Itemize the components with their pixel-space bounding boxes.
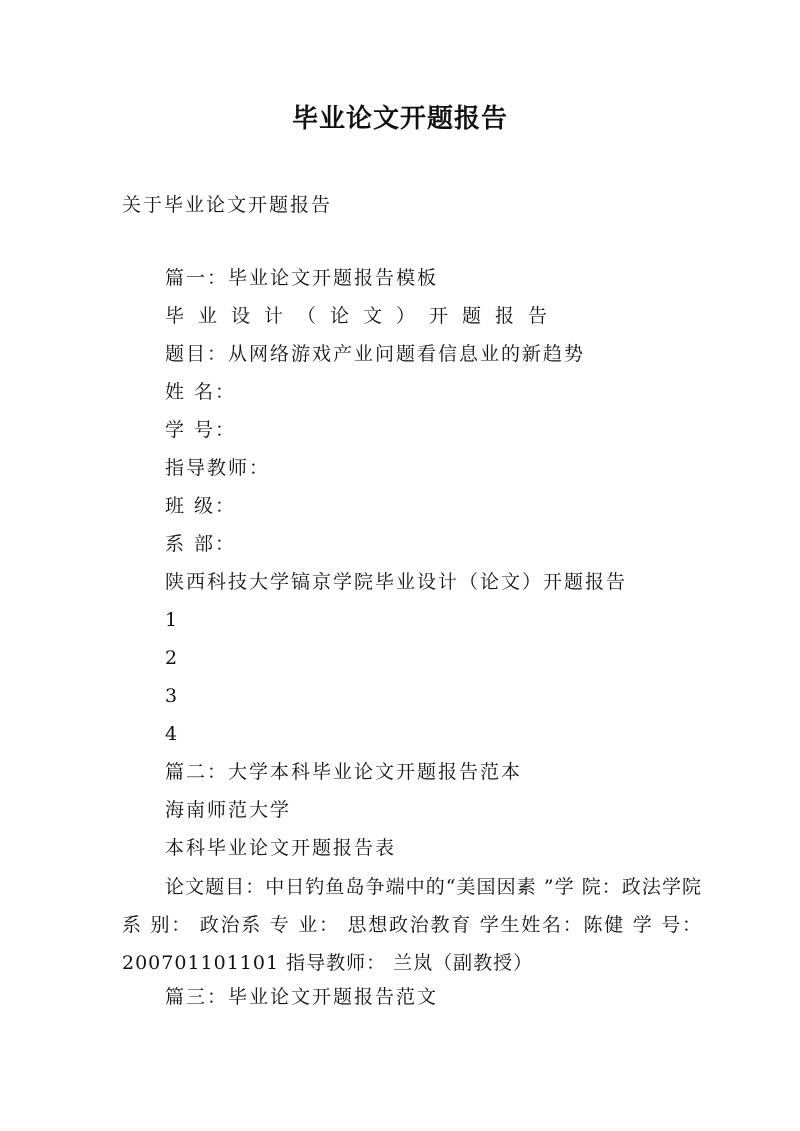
- section-heading-1: 篇一：毕业论文开题报告模板: [165, 267, 439, 289]
- department-label: 系 部：: [165, 533, 237, 555]
- advisor-label: 指导教师：: [165, 457, 271, 479]
- class-label: 班 级：: [165, 495, 237, 517]
- topic-line: 题目：从网络游戏产业问题看信息业的新趋势: [165, 343, 586, 365]
- number-line-1: 1: [165, 609, 180, 631]
- school-report-line: 陕西科技大学镐京学院毕业设计（论文）开题报告: [165, 571, 628, 593]
- number-line-2: 2: [165, 647, 180, 669]
- document-title: 毕业论文开题报告: [291, 104, 508, 134]
- section-heading-2: 篇二：大学本科毕业论文开题报告范本: [165, 761, 523, 783]
- body-lines: [165, 266, 725, 874]
- number-line-4: 4: [165, 723, 180, 745]
- report-form-title: 本科毕业论文开题报告表: [165, 837, 397, 859]
- intro-line: 关于毕业论文开题报告: [122, 194, 333, 216]
- section-heading-3: 篇三：毕业论文开题报告范文: [165, 986, 439, 1008]
- name-field-label: 姓 名：: [165, 381, 237, 403]
- report-heading: 毕业设计（论文）开题报告: [165, 305, 562, 327]
- number-line-3: 3: [165, 685, 180, 707]
- thesis-info-paragraph: 论文题目：中日钓鱼岛争端中的“美国因素 ”学 院：政法学院系 别： 政治系 专 业： 思想政治教育 学生姓名：陈健 学 号： 200701101101 指导教师： 兰岚（副教授）: [122, 876, 702, 974]
- university-name: 海南师范大学: [165, 799, 292, 821]
- student-id-label: 学 号：: [165, 419, 237, 441]
